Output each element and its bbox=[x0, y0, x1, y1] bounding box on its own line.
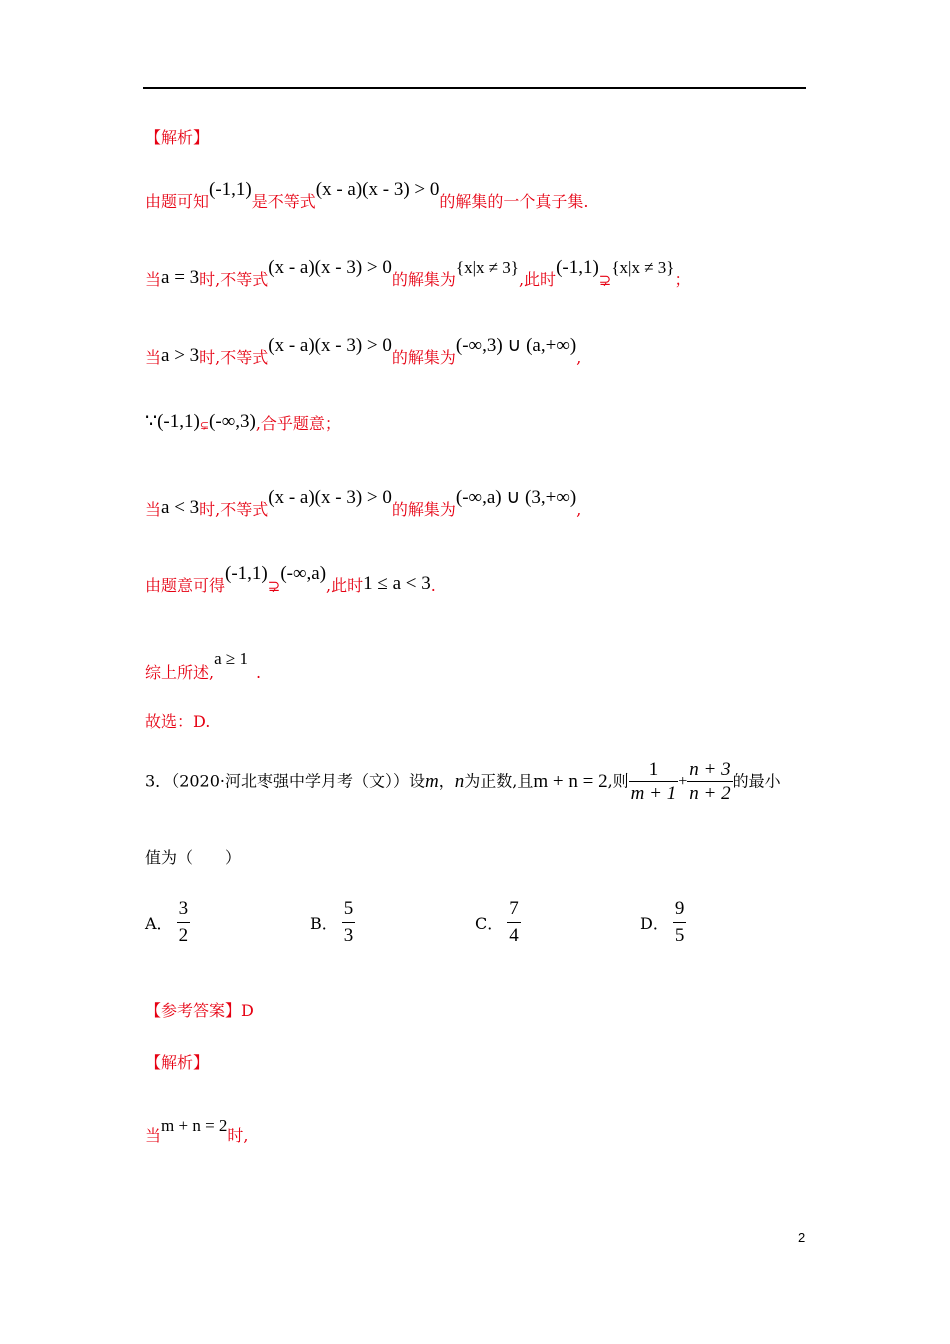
page-number: 2 bbox=[798, 1230, 806, 1245]
header-rule bbox=[143, 87, 806, 89]
option-label: C． bbox=[475, 914, 504, 933]
question-number: 3． bbox=[145, 771, 172, 791]
math: {x|x ≠ 3} bbox=[611, 258, 675, 277]
math: 1 ≤ a < 3 bbox=[363, 573, 431, 594]
option-b[interactable] bbox=[310, 898, 355, 947]
superset-symbol: ⊋ bbox=[598, 271, 612, 289]
solution-line-9 bbox=[145, 1117, 249, 1144]
text: 当 bbox=[145, 500, 162, 519]
option-fraction: $\frac{7}{4}$ bbox=[509, 898, 519, 946]
text: 的解集为 bbox=[391, 270, 456, 289]
text: 当 bbox=[145, 270, 162, 289]
math: m + n = 2 bbox=[161, 1116, 228, 1135]
text: 由题可知 bbox=[145, 192, 210, 211]
math: (-1,1) bbox=[157, 411, 200, 432]
solution-line-4 bbox=[145, 412, 341, 432]
fraction-2 bbox=[687, 760, 732, 803]
math bbox=[455, 772, 465, 791]
numerator: 1 bbox=[629, 760, 679, 782]
math: a > 3 bbox=[161, 345, 200, 366]
text: 是不等式 bbox=[251, 192, 316, 211]
superset-symbol: ⊋ bbox=[267, 577, 281, 595]
text: , bbox=[576, 500, 582, 519]
subset-symbol: ⊊ bbox=[199, 419, 210, 432]
solution-line-3 bbox=[145, 336, 581, 366]
text: 当 bbox=[145, 348, 162, 367]
solution-line-5 bbox=[145, 488, 581, 518]
text: ,合乎题意； bbox=[255, 414, 341, 433]
option-fraction: $\frac{3}{2}$ bbox=[178, 898, 189, 946]
math: a ≥ 1 bbox=[214, 649, 248, 668]
text: 的解集的一个真子集. bbox=[439, 192, 589, 211]
solution-line-7 bbox=[145, 650, 261, 681]
math: (-1,1) bbox=[209, 179, 252, 200]
math: {x|x ≠ 3} bbox=[455, 258, 519, 277]
option-label: D． bbox=[640, 914, 669, 933]
option-fraction: $\frac{9}{5}$ bbox=[674, 898, 685, 946]
fraction-1 bbox=[629, 760, 679, 803]
denominator: n + 2 bbox=[689, 783, 731, 804]
text: ,则 bbox=[607, 771, 629, 791]
text: . bbox=[255, 663, 262, 682]
math: (x - a)(x - 3) > 0 bbox=[268, 487, 392, 508]
option-a[interactable] bbox=[145, 898, 190, 947]
text: ， bbox=[438, 771, 455, 791]
numerator: n + 3 bbox=[689, 759, 731, 780]
text: ,此时 bbox=[326, 576, 364, 595]
math: (x - a)(x - 3) > 0 bbox=[268, 335, 392, 356]
answer-value: D bbox=[241, 1001, 254, 1020]
math: (-1,1) bbox=[556, 257, 599, 278]
text: 时, bbox=[227, 1126, 249, 1145]
math: a < 3 bbox=[161, 497, 200, 518]
math: (-∞,3) ∪ (a,+∞) bbox=[455, 335, 577, 356]
text: 时,不等式 bbox=[199, 348, 269, 367]
text: ,此时 bbox=[518, 270, 557, 289]
option-label: A． bbox=[145, 914, 173, 933]
text: 时,不等式 bbox=[199, 270, 269, 289]
math: (-1,1) bbox=[225, 563, 268, 584]
math: (-∞,3) bbox=[209, 411, 256, 432]
solution-line-8: 故选：D. bbox=[145, 712, 211, 731]
answer-line bbox=[145, 1003, 254, 1019]
plus-sign: + bbox=[678, 772, 688, 790]
math: m + n = 2 bbox=[533, 771, 608, 792]
text: ； bbox=[674, 270, 691, 289]
solution-line-6 bbox=[145, 564, 436, 594]
solution-line-2 bbox=[145, 258, 690, 288]
analysis-heading-1: 【解析】 bbox=[145, 128, 210, 147]
text: 设 bbox=[409, 771, 426, 791]
math: (-∞,a) bbox=[280, 563, 327, 584]
analysis-heading-2: 【解析】 bbox=[145, 1053, 210, 1072]
math bbox=[425, 772, 439, 791]
option-label: B． bbox=[310, 914, 338, 933]
text: 综上所述, bbox=[145, 663, 215, 682]
option-d[interactable] bbox=[640, 898, 686, 947]
question-3-line-2: 值为（ ） bbox=[145, 848, 242, 867]
text: 的解集为 bbox=[391, 348, 456, 367]
text: 为正数,且 bbox=[464, 771, 534, 791]
option-c[interactable] bbox=[475, 898, 521, 947]
because-symbol: ∵ bbox=[145, 411, 158, 432]
solution-line-1 bbox=[145, 180, 588, 210]
var-n: n bbox=[454, 771, 465, 792]
text: 的解集为 bbox=[391, 500, 456, 519]
text: . bbox=[430, 576, 436, 595]
math: a = 3 bbox=[161, 267, 200, 288]
var-m: m bbox=[425, 771, 439, 792]
answer-label: 【参考答案】 bbox=[145, 1001, 242, 1020]
math: (-∞,a) ∪ (3,+∞) bbox=[455, 487, 577, 508]
question-3 bbox=[145, 760, 781, 803]
option-fraction: $\frac{5}{3}$ bbox=[343, 898, 354, 946]
denominator: m + 1 bbox=[630, 783, 677, 804]
text: 当 bbox=[145, 1126, 162, 1145]
question-source: （2020·河北枣强中学月考（文）） bbox=[171, 771, 409, 791]
text: 由题意可得 bbox=[145, 576, 226, 595]
text: , bbox=[576, 348, 582, 367]
text: 时,不等式 bbox=[199, 500, 269, 519]
math: (x - a)(x - 3) > 0 bbox=[268, 257, 392, 278]
text: 的最小 bbox=[732, 771, 781, 791]
math: (x - a)(x - 3) > 0 bbox=[315, 179, 440, 200]
